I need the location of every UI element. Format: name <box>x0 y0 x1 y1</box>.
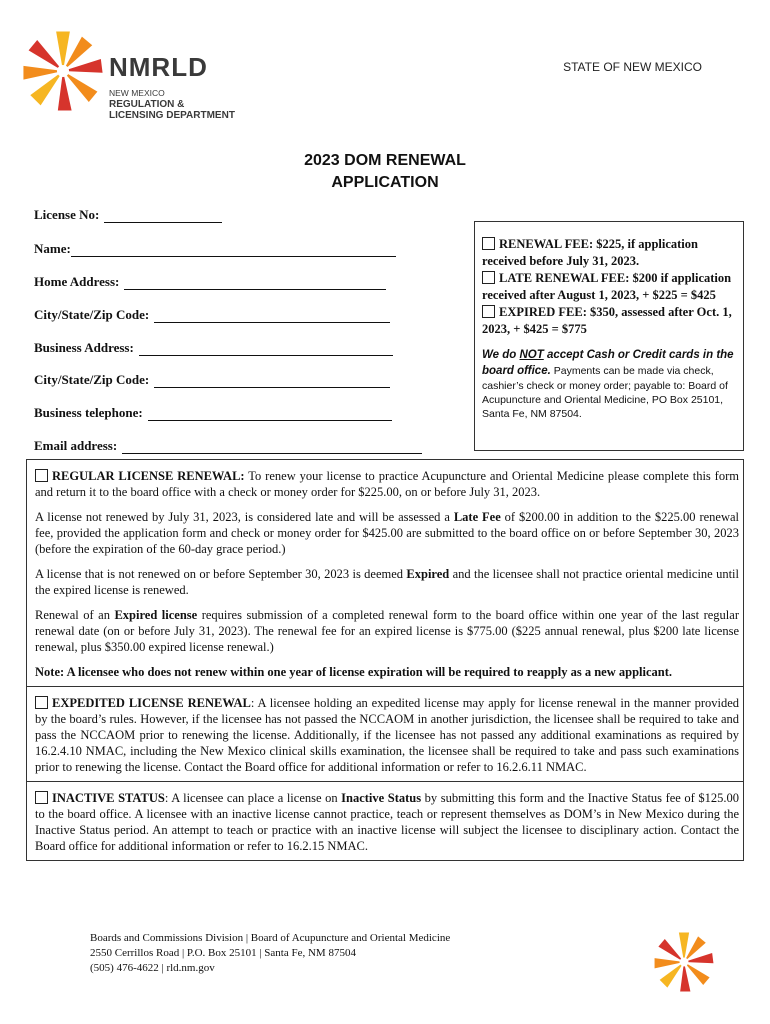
reapply-note <box>35 664 739 680</box>
late-fee-paragraph <box>35 509 739 557</box>
license-no-input[interactable] <box>104 210 222 223</box>
business-city-state-zip-input[interactable] <box>154 375 390 388</box>
business-telephone-input[interactable] <box>148 408 392 421</box>
name-label: Name: <box>34 241 71 256</box>
renewal-fee-checkbox[interactable] <box>482 237 495 250</box>
expedited-paragraph <box>35 695 739 775</box>
regular-renewal-section <box>27 460 743 686</box>
expired-text-a: A license that is not renewed on or before September 30, 2023 is deemed <box>35 567 407 581</box>
payment-text: Payments can be made via check, cashier’s check or money order; payable to: Board of Acupuncture and Oriental Medicine, PO Box 25101, Santa Fe, NM 87504. <box>482 365 728 420</box>
late-fee-term: Late Fee <box>453 510 501 524</box>
expedited-heading: EXPEDITED LICENSE RENEWAL <box>52 696 251 710</box>
expired-fee-option[interactable] <box>482 304 737 338</box>
title-line-2: APPLICATION <box>331 174 439 191</box>
expired-renewal-text-c: requires submission of a completed renewal form to the board office within one year of the last regular renewal date (on or before July 31, 2023). The renewal fee for an expired license is $775.00 ($225 annual renewal, plus $200 late license renewal, plus $350.00 expired license renewal.) <box>35 608 739 654</box>
department-brand <box>109 54 235 121</box>
inactive-paragraph <box>35 790 739 854</box>
regular-intro-text: To renew your license to practice Acupuncture and Oriental Medicine please complete this form and return it to the board office with a check or money order for $225.00, on or before July 31, 2023. <box>35 469 739 499</box>
home-address-label: Home Address: <box>34 274 120 289</box>
expired-fee-text: EXPIRED FEE: $350, assessed after Oct. 1, 2023, + $425 = $775 <box>482 305 732 336</box>
brand-name: NMRLD <box>109 52 208 82</box>
inactive-heading: INACTIVE STATUS <box>52 791 165 805</box>
regular-renewal-checkbox[interactable] <box>35 469 48 482</box>
nm-starburst-logo-icon <box>20 28 106 114</box>
regular-heading: REGULAR LICENSE RENEWAL: <box>52 469 245 483</box>
license-no-field[interactable] <box>34 207 222 223</box>
reapply-note-text: Note: A licensee who does not renew within one year of license expiration will be required to reapply as a new applicant. <box>35 665 673 679</box>
business-telephone-label: Business telephone: <box>34 405 143 420</box>
license-no-label: License No: <box>34 207 100 222</box>
home-address-input[interactable] <box>124 277 386 290</box>
business-city-state-zip-label: City/State/Zip Code: <box>34 372 150 387</box>
business-address-input[interactable] <box>139 343 393 356</box>
city-state-zip-input[interactable] <box>154 310 390 323</box>
inactive-status-checkbox[interactable] <box>35 791 48 804</box>
title-line-1: 2023 DOM RENEWAL <box>304 152 466 169</box>
expired-term: Expired <box>406 567 450 581</box>
payment-info <box>482 347 737 421</box>
inactive-text-c: by submitting this form and the Inactive Status fee of $125.00 to the board office. A licensee with an inactive license cannot practice, teach or represent themselves as DOM’s in New Mexico during the Inactive Status period. An attempt to teach or practice with an inactive license will subject the licensee to disciplinary action. Contact the Board office for additional information or refer to 16.2.15 NMAC. <box>35 791 739 853</box>
expired-license-term: Expired license <box>114 608 198 622</box>
regular-intro <box>35 468 739 500</box>
renewal-sections <box>26 459 744 861</box>
late-fee-text-c: of $200.00 in addition to the $225.00 renewal fee, provided the application form and check or money order for $425.00 are submitted to the board office on or before September 30, 2023 (before the expiration of the 60-day grace period.) <box>35 510 739 556</box>
inactive-text-a: : A licensee can place a license on <box>164 791 342 805</box>
name-field[interactable] <box>34 241 396 257</box>
brand-line-1: NEW MEXICO <box>109 88 165 98</box>
no-cash-not: NOT <box>519 349 544 361</box>
business-address-field[interactable] <box>34 340 393 356</box>
footer-line-3: (505) 476-4622 | rld.nm.gov <box>90 962 215 974</box>
expedited-text: : A licensee holding an expedited license may apply for license renewal in the manner provided by the board’s rules. However, if the licensee has not passed the NCCAOM in another jurisdiction, the licensee shall be required to take and pass the NCCAOM prior to renewing the license. Additionally, if the licensee has not passed any additional examinations as required by 16.2.4.10 NMAC, including the New Mexico clinical skills examination, the licensee shall be required to take and pass such examinations prior to renewing the license. Contact the Board office for additional information or refer to 16.2.6.11 NMAC. <box>35 696 739 774</box>
renewal-fee-option[interactable] <box>482 236 737 270</box>
business-address-label: Business Address: <box>34 340 134 355</box>
city-state-zip-field[interactable] <box>34 307 390 323</box>
expired-renewal-paragraph <box>35 607 739 655</box>
expired-paragraph <box>35 566 739 598</box>
footer-starburst-logo-icon <box>652 930 716 994</box>
late-fee-option[interactable] <box>482 270 737 304</box>
expired-fee-checkbox[interactable] <box>482 305 495 318</box>
footer <box>90 931 450 976</box>
home-address-field[interactable] <box>34 274 386 290</box>
late-fee-checkbox[interactable] <box>482 271 495 284</box>
footer-line-2: 2550 Cerrillos Road | P.O. Box 25101 | Santa Fe, NM 87504 <box>90 947 356 959</box>
email-input[interactable] <box>122 441 422 454</box>
inactive-status-term: Inactive Status <box>341 791 422 805</box>
late-fee-text: LATE RENEWAL FEE: $200 if application received after August 1, 2023, + $225 = $425 <box>482 271 732 302</box>
no-cash-pre: We do <box>482 349 520 361</box>
name-input[interactable] <box>71 244 396 257</box>
footer-line-1: Boards and Commissions Division | Board of Acupuncture and Oriental Medicine <box>90 932 451 944</box>
no-cash-post: accept Cash or Credit cards in the board office. <box>482 349 734 377</box>
business-telephone-field[interactable] <box>34 405 392 421</box>
late-fee-text-a: A license not renewed by July 31, 2023, is considered late and will be assessed a <box>35 510 454 524</box>
brand-line-2: REGULATION & <box>109 99 185 110</box>
email-field[interactable] <box>34 438 422 454</box>
fee-box <box>474 221 744 451</box>
inactive-status-section <box>27 781 743 860</box>
page-title <box>0 150 770 194</box>
business-city-state-zip-field[interactable] <box>34 372 390 388</box>
email-label: Email address: <box>34 438 118 453</box>
expedited-renewal-checkbox[interactable] <box>35 696 48 709</box>
renewal-fee-text: RENEWAL FEE: $225, if application received before July 31, 2023. <box>482 237 698 268</box>
expedited-renewal-section <box>27 686 743 781</box>
state-label: STATE OF NEW MEXICO <box>563 60 702 74</box>
city-state-zip-label: City/State/Zip Code: <box>34 307 150 322</box>
brand-line-3: LICENSING DEPARTMENT <box>109 110 235 121</box>
expired-text-c: and the licensee shall not practice oriental medicine until the expired license is renewed. <box>35 567 739 597</box>
expired-renewal-text-a: Renewal of an <box>35 608 115 622</box>
